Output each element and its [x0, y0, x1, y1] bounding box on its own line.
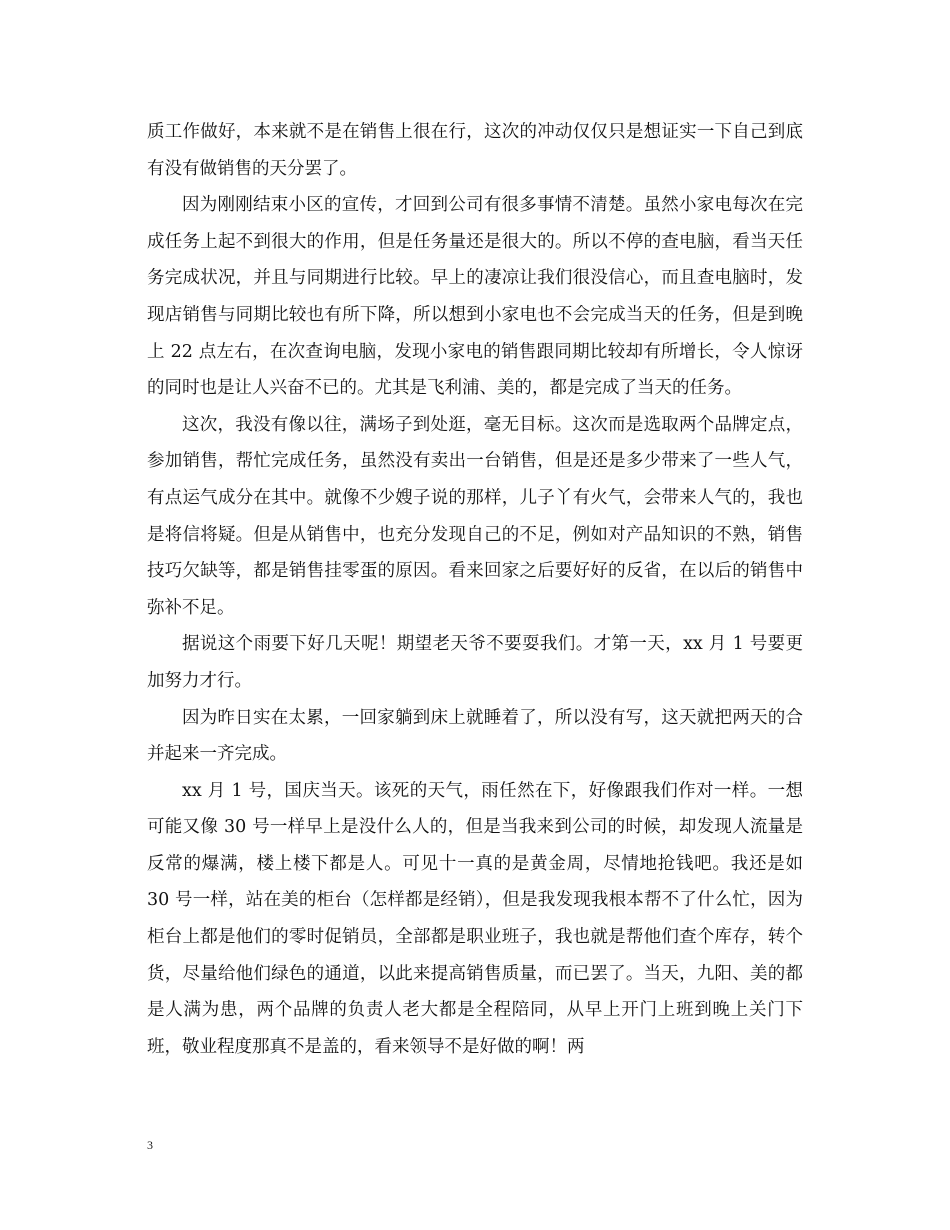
document-body [147, 114, 809, 1065]
paragraph-2: 因为刚刚结束小区的宣传，才回到公司有很多事情不清楚。虽然小家电每次在完成任务上起不到很大的作用，但是任务量还是很大的。所以不停的查电脑，看当天任务完成状况，并且与同期进行比较。早上的凄凉让我们很没信心，而且查电脑时，发现店销售与同期比较也有所下降，所以想到小家电也不会完成当天的任务，但是到晚上 22 点左右，在次查询电脑，发现小家电的销售跟同期比较却有所增长，令人惊讶的同时也是让人兴奋不已的。尤其是飞利浦、美的，都是完成了当天的任务。 [147, 195, 803, 399]
paragraph-3: 这次，我没有像以往，满场子到处逛，毫无目标。这次而是选取两个品牌定点，参加销售，帮忙完成任务，虽然没有卖出一台销售，但是还是多少带来了一些人气，有点运气成分在其中。就像不少嫂子说的那样，儿子丫有火气，会带来人气的，我也是将信将疑。但是从销售中，也充分发现自己的不足，例如对产品知识的不熟，销售技巧欠缺等，都是销售挂零蛋的原因。看来回家之后要好好的反省，在以后的销售中弥补不足。 [147, 414, 803, 618]
paragraph-6: xx 月 1 号，国庆当天。该死的天气，雨任然在下，好像跟我们作对一样。一想可能又像 30 号一样早上是没什么人的，但是当我来到公司的时候，却发现人流量是反常的爆满，楼上楼下都是人。可见十一真的是黄金周，尽情地抢钱吧。我还是如 30 号一样，站在美的柜台（怎样都是经销），但是我发现我根本帮不了什么忙，因为柜台上都是他们的零时促销员，全部都是职业班子，我也就是帮他们查个库存，转个货，尽量给他们绿色的通道，以此来提高销售质量，而已罢了。当天，九阳、美的都是人满为患，两个品牌的负责人老大都是全程陪同，从早上开门上班到晚上关门下班，敬业程度那真不是盖的，看来领导不是好做的啊！两 [147, 780, 809, 1057]
paragraph-5: 因为昨日实在太累，一回家躺到床上就睡着了，所以没有写，这天就把两天的合并起来一齐完成。 [147, 707, 803, 765]
paragraph-1: 质工作做好，本来就不是在销售上很在行，这次的冲动仅仅只是想证实一下自己到底有没有做销售的天分罢了。 [147, 122, 803, 179]
paragraph-4: 据说这个雨要下好几天呢！期望老天爷不要耍我们。才第一天，xx 月 1 号要更加努力才行。 [147, 634, 803, 691]
page-number: 3 [147, 1138, 153, 1152]
